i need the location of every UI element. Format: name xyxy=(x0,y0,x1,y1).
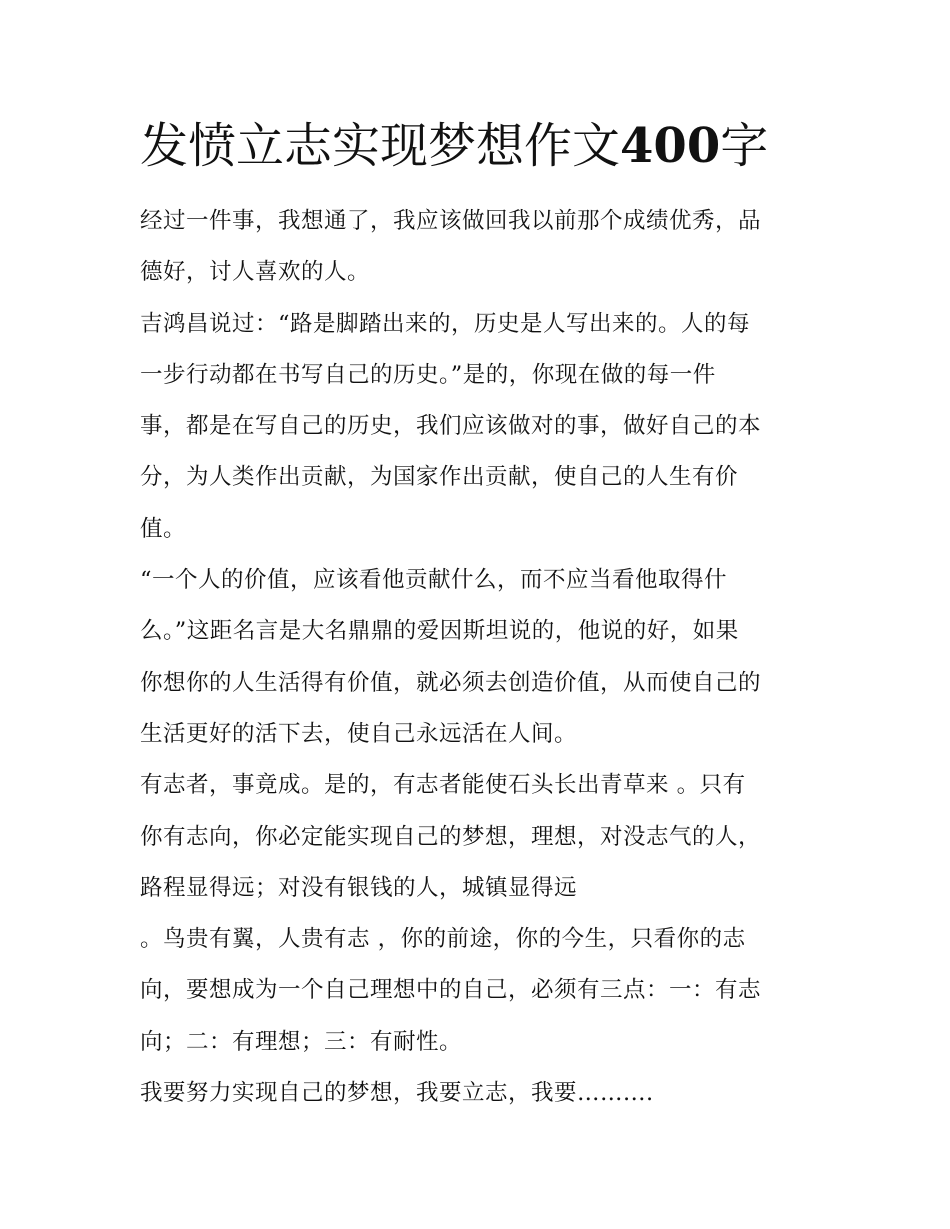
paragraph-line: 向；二：有理想；三：有耐性。 xyxy=(140,1028,463,1055)
paragraph-line: 事，都是在写自己的历史，我们应该做对的事，做好自己的本 xyxy=(140,413,762,440)
paragraph-line: 路程显得远；对没有银钱的人，城镇显得远 xyxy=(140,874,578,901)
paragraph-line: “一个人的价值，应该看他贡献什么，而不应当看他取得什 xyxy=(140,567,728,594)
paragraph-line: 经过一件事，我想通了，我应该做回我以前那个成绩优秀，品 xyxy=(140,208,762,234)
paragraph-line: 值。 xyxy=(140,515,187,542)
paragraph-line: 德好，讨人喜欢的人。 xyxy=(140,259,371,286)
paragraph-line: 有志者，事竟成。是的，有志者能使石头长出青草来 。只有 xyxy=(140,772,746,799)
paragraph-line: 你有志向，你必定能实现自己的梦想，理想，对没志气的人， xyxy=(140,823,762,850)
paragraph-line: 一步行动都在书写自己的历史。”是的，你现在做的每一件 xyxy=(140,361,716,388)
title-suffix: 字 xyxy=(720,118,769,174)
paragraph-1 xyxy=(140,196,820,299)
paragraph-line: 向，要想成为一个自己理想中的自己，必须有三点：一：有志 xyxy=(140,977,762,1004)
paragraph-4 xyxy=(140,760,820,1068)
paragraph-line: 你想你的人生活得有价值，就必须去创造价值，从而使自己的 xyxy=(140,669,762,696)
document-title xyxy=(140,112,840,180)
paragraph-2 xyxy=(140,299,820,555)
paragraph-line: 我要努力实现自己的梦想，我要立志，我要…….... xyxy=(140,1080,654,1107)
title-text: 发愤立志实现梦想作文 xyxy=(140,118,621,174)
paragraph-line: 。鸟贵有翼，人贵有志 ，你的前途，你的今生，只看你的志 xyxy=(140,926,746,953)
document-body xyxy=(140,196,820,1119)
paragraph-line: 吉鸿昌说过：“路是脚踏出来的，历史是人写出来的。人的每 xyxy=(140,310,751,337)
paragraph-5 xyxy=(140,1068,820,1119)
paragraph-line: 生活更好的活下去，使自己永远活在人间。 xyxy=(140,720,578,747)
title-number: 400 xyxy=(620,118,721,174)
paragraph-3 xyxy=(140,555,820,760)
paragraph-line: 分，为人类作出贡献，为国家作出贡献，使自己的人生有价 xyxy=(140,464,739,491)
paragraph-line: 么。”这距名言是大名鼎鼎的爱因斯坦说的，他说的好，如果 xyxy=(140,618,739,645)
